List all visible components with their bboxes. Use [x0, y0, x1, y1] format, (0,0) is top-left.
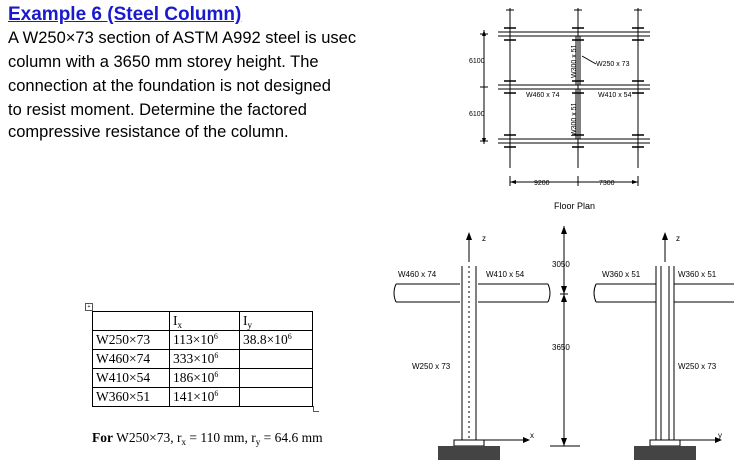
header-ix: $I_x$ [170, 312, 240, 331]
elev-right-beam-left-label: W360 x 51 [602, 270, 641, 279]
cell-section: W460×74 [93, 350, 170, 369]
cell-section: W360×51 [93, 388, 170, 407]
plan-dim-bottom: 6100 [469, 111, 485, 118]
plan-label-w410: W410 x 54 [598, 92, 632, 99]
elev-dim-lower: 3650 [552, 343, 570, 352]
section-properties-table [92, 311, 313, 407]
table-row [93, 331, 313, 350]
cell-iy: $38.8\times 10^6$ [240, 331, 313, 350]
problem-line-4: to resist moment. Determine the factored [8, 101, 307, 119]
floor-plan-diagram [460, 0, 680, 220]
left-foundation [438, 446, 500, 460]
elev-dim-upper: 3050 [552, 260, 570, 269]
table-handle-icon: + [85, 303, 93, 311]
example-title: Example 6 (Steel Column) [8, 4, 242, 25]
table-resize-handle[interactable] [313, 406, 319, 412]
table-row [93, 388, 313, 407]
radius-of-gyration-note: For W250×73, $r_x = 110$ mm, $r_y = 64.6$ mm [92, 430, 323, 447]
cell-ix: $113\times 10^6$ [170, 331, 240, 350]
cell-iy [240, 350, 313, 369]
cell-section: W410×54 [93, 369, 170, 388]
header-iy: $I_y$ [240, 312, 313, 331]
elev-left-beam-right-label: W410 x 54 [486, 270, 525, 279]
column-elevation-diagram [390, 222, 734, 476]
table-row [93, 350, 313, 369]
elev-right-axis-z: z [676, 234, 680, 243]
plan-dim-right-span: 7300 [599, 180, 615, 187]
header-section [93, 312, 170, 331]
elev-left-axis-z: z [482, 234, 486, 243]
table-row [93, 369, 313, 388]
problem-line-2: column with a 3650 mm storey height. The [8, 53, 319, 71]
elev-left-beam-left-label: W460 x 74 [398, 270, 437, 279]
plan-caption: Floor Plan [554, 201, 596, 211]
plan-dim-top: 6100 [469, 58, 485, 65]
elev-right-axis-y: y [718, 431, 722, 440]
plan-label-w460: W460 x 74 [526, 92, 560, 99]
cell-iy [240, 388, 313, 407]
plan-label-col-upper: W300 x 51 [571, 44, 578, 78]
elev-right-beam-right-label: W360 x 51 [678, 270, 717, 279]
table-header-row [93, 312, 313, 331]
plan-dim-left-span: 9200 [534, 180, 550, 187]
right-foundation [634, 446, 696, 460]
elev-left-col-label: W250 x 73 [412, 362, 451, 371]
elev-left-axis-x: x [530, 431, 534, 440]
plan-label-w250: W250 x 73 [596, 61, 630, 68]
problem-line-5: compressive resistance of the column. [8, 123, 289, 141]
cell-ix: $186\times 10^6$ [170, 369, 240, 388]
plan-label-col-lower: W300 x 51 [571, 102, 578, 136]
cell-section: W250×73 [93, 331, 170, 350]
elev-right-col-label: W250 x 73 [678, 362, 717, 371]
cell-ix: $141\times 10^6$ [170, 388, 240, 407]
problem-line-3: connection at the foundation is not designed [8, 77, 331, 95]
cell-ix: $333\times 10^6$ [170, 350, 240, 369]
cell-iy [240, 369, 313, 388]
problem-line-1: A W250×73 section of ASTM A992 steel is usec [8, 29, 357, 47]
